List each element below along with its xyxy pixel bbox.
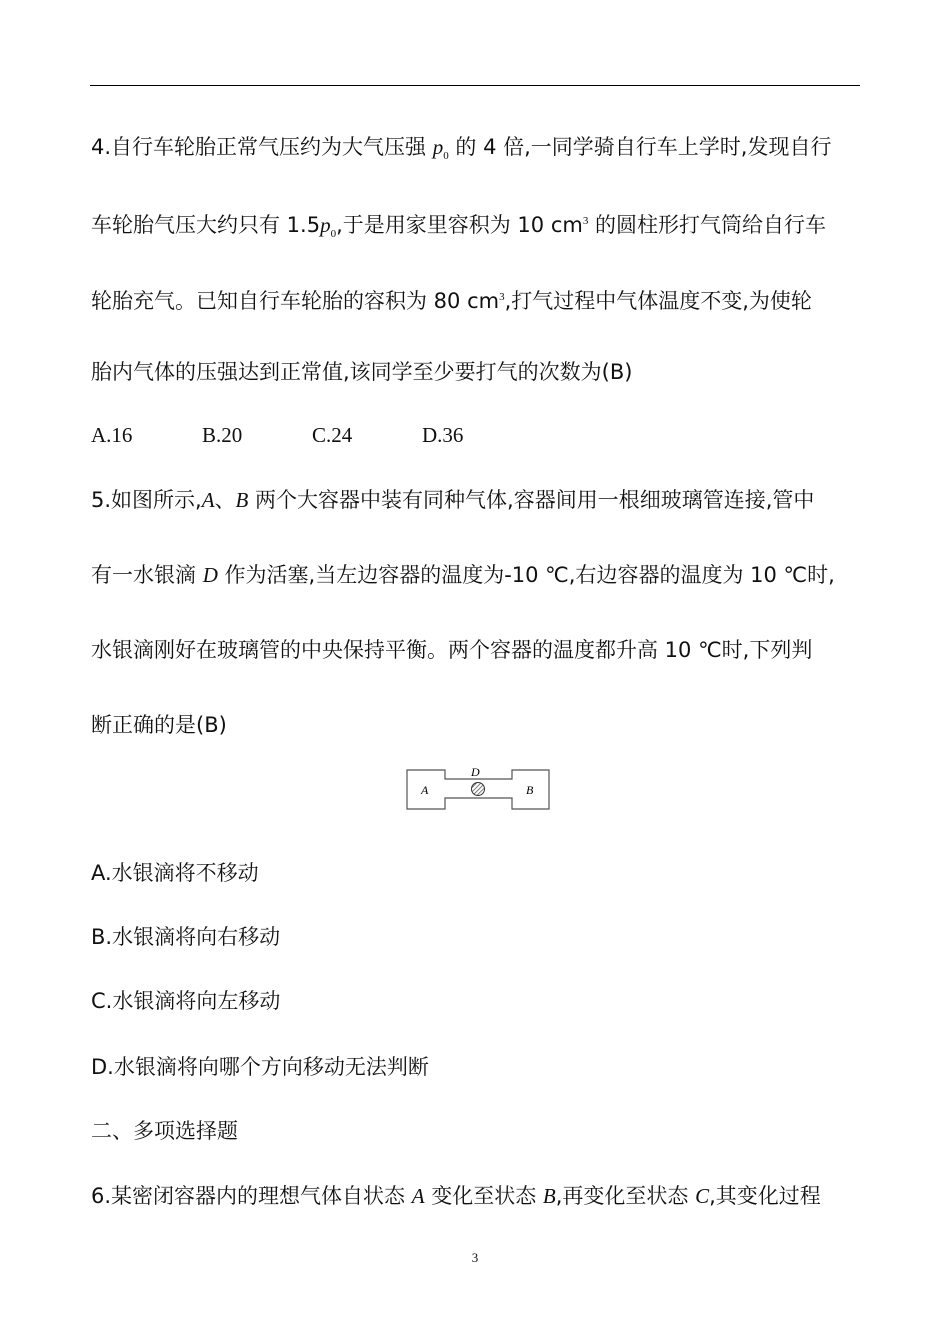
- q4-text: 轮胎充气。已知自行车轮胎的容积为 80 cm: [91, 289, 500, 313]
- q5-line-2: [91, 560, 861, 590]
- var-c: C: [695, 1184, 710, 1208]
- q5-option-d: D.水银滴将向哪个方向移动无法判断: [91, 1055, 429, 1079]
- q4-text: 车轮胎气压大约只有 1.5: [91, 213, 321, 237]
- q4-text: 的圆柱形打气筒给自行车: [588, 213, 827, 237]
- label-a: A: [421, 783, 429, 797]
- var-a: A: [201, 488, 215, 512]
- q4-options: [91, 420, 861, 450]
- q5-option-a: A.水银滴将不移动: [91, 861, 259, 885]
- section-heading: 二、多项选择题: [91, 1119, 238, 1143]
- q6-text: 变化至状态: [424, 1184, 543, 1208]
- q4-option-b: B.20: [202, 423, 243, 447]
- q4-option-a: A.16: [91, 423, 133, 447]
- q5-option-b: B.水银滴将向右移动: [91, 925, 281, 949]
- q4-line-1: [91, 132, 861, 171]
- q4-line-4: 胎内气体的压强达到正常值,该同学至少要打气的次数为(B): [91, 360, 633, 384]
- q4-text: ,打气过程中气体温度不变,为使轮: [504, 289, 812, 313]
- label-d: D: [471, 765, 480, 779]
- q5-text: 、: [214, 488, 236, 512]
- q5-line-4: 断正确的是(B): [91, 713, 227, 737]
- var-b: B: [235, 488, 249, 512]
- var-d: D: [202, 563, 218, 587]
- label-b: B: [526, 783, 534, 797]
- var-a: A: [411, 1184, 425, 1208]
- q6-text: 6.某密闭容器内的理想气体自状态: [91, 1184, 412, 1208]
- q4-line-2: [91, 206, 861, 249]
- q5-text: 有一水银滴: [91, 563, 203, 587]
- q5-line-1: [91, 485, 861, 515]
- q5-text: 5.如图所示,: [91, 488, 202, 512]
- subscript-0: 0: [443, 150, 449, 163]
- q4-option-c: C.24: [312, 423, 353, 447]
- q6-text: ,其变化过程: [709, 1184, 821, 1208]
- q4-option-d: D.36: [422, 423, 464, 447]
- superscript-3: 3: [499, 291, 505, 303]
- header-rule: [90, 85, 860, 86]
- q5-text: 两个大容器中装有同种气体,容器间用一根细玻璃管连接,管中: [248, 488, 815, 512]
- q5-line-3: 水银滴刚好在玻璃管的中央保持平衡。两个容器的温度都升高 10 ℃时,下列判: [91, 638, 813, 662]
- q4-line-3: [91, 282, 861, 316]
- q4-text: ,于是用家里容积为 10 cm: [336, 213, 583, 237]
- var-p: p: [432, 135, 444, 159]
- superscript-3: 3: [582, 215, 589, 227]
- container-diagram: [405, 765, 551, 811]
- q6-line-1: [91, 1181, 861, 1211]
- var-b: B: [542, 1184, 556, 1208]
- q5-text: 作为活塞,当左边容器的温度为-10 ℃,右边容器的温度为 10 ℃时,: [217, 563, 835, 587]
- q4-text: 4.自行车轮胎正常气压约为大气压强: [91, 135, 433, 159]
- page-number: 3: [471, 1250, 479, 1265]
- q5-option-c: C.水银滴将向左移动: [91, 989, 281, 1013]
- subscript-0: 0: [330, 228, 337, 241]
- q4-text: 的 4 倍,一同学骑自行车上学时,发现自行: [448, 135, 832, 159]
- q6-text: ,再变化至状态: [555, 1184, 696, 1208]
- mercury-drop: [472, 783, 485, 796]
- var-p: p: [320, 213, 331, 237]
